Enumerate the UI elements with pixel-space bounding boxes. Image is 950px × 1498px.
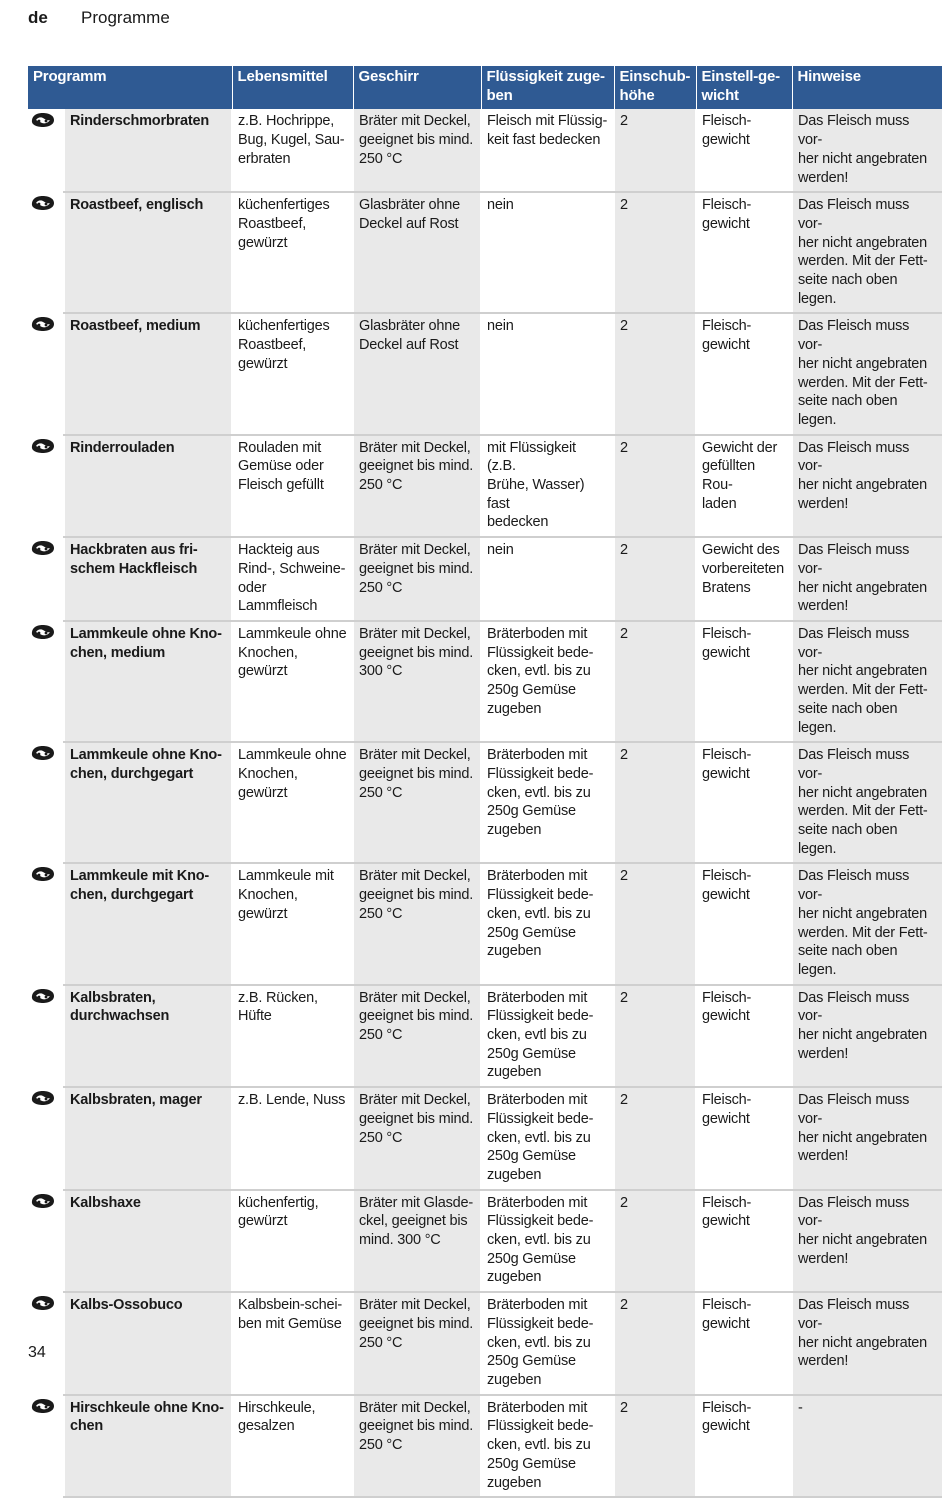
icon-cell xyxy=(28,1190,64,1293)
shelf-level-cell: 2 xyxy=(614,1292,696,1395)
shelf-level-cell: 2 xyxy=(614,109,696,192)
weight-cell: Fleisch- gewicht xyxy=(696,192,792,313)
table-row xyxy=(28,537,942,621)
dish-cell: Bräter mit Glasde- ckel, geeignet bis mind. 300 °C xyxy=(353,1190,481,1293)
notes-cell: - xyxy=(792,1395,942,1498)
table-row xyxy=(28,621,942,742)
meat-program-icon xyxy=(30,1193,58,1211)
weight-cell: Fleisch- gewicht xyxy=(696,621,792,742)
liquid-cell: nein xyxy=(481,313,614,434)
liquid-cell: Fleisch mit Flüssig- keit fast bedecken xyxy=(481,109,614,192)
program-name: Lammkeule mit Kno- chen, durchgegart xyxy=(64,863,232,984)
shelf-level-cell: 2 xyxy=(614,435,696,538)
icon-cell xyxy=(28,192,64,313)
food-cell: küchenfertig, gewürzt xyxy=(232,1190,353,1293)
weight-cell: Fleisch- gewicht xyxy=(696,1190,792,1293)
meat-program-icon xyxy=(30,438,58,456)
program-name: Roastbeef, medium xyxy=(64,313,232,434)
icon-cell xyxy=(28,1087,64,1190)
meat-program-icon xyxy=(30,1398,58,1416)
language-code: de xyxy=(28,8,48,27)
dish-cell: Bräter mit Deckel, geeignet bis mind. 300 °C xyxy=(353,621,481,742)
food-cell: z.B. Lende, Nuss xyxy=(232,1087,353,1190)
program-name: Lammkeule ohne Kno- chen, medium xyxy=(64,621,232,742)
weight-cell: Fleisch- gewicht xyxy=(696,863,792,984)
meat-program-icon xyxy=(30,624,58,642)
section-title: Programme xyxy=(81,8,170,27)
meat-program-icon xyxy=(30,112,58,130)
notes-cell: Das Fleisch muss vor- her nicht angebraten werden! xyxy=(792,1292,942,1395)
page-number: 34 xyxy=(28,1344,46,1361)
icon-cell xyxy=(28,621,64,742)
weight-cell: Fleisch- gewicht xyxy=(696,742,792,863)
table-row xyxy=(28,435,942,538)
food-cell: Lammkeule mit Knochen, gewürzt xyxy=(232,863,353,984)
column-header-programm: Programm xyxy=(28,66,232,109)
shelf-level-cell: 2 xyxy=(614,1395,696,1498)
column-header-hinweise: Hinweise xyxy=(792,66,942,109)
dish-cell: Bräter mit Deckel, geeignet bis mind. 250 °C xyxy=(353,435,481,538)
dish-cell: Bräter mit Deckel, geeignet bis mind. 250 °C xyxy=(353,742,481,863)
program-name: Hackbraten aus fri- schem Hackfleisch xyxy=(64,537,232,621)
weight-cell: Gewicht der gefüllten Rou- laden xyxy=(696,435,792,538)
icon-cell xyxy=(28,1395,64,1498)
shelf-level-cell: 2 xyxy=(614,192,696,313)
table-row xyxy=(28,1395,942,1498)
food-cell: z.B. Rücken, Hüfte xyxy=(232,985,353,1088)
column-header-lebensmittel: Lebensmittel xyxy=(232,66,353,109)
food-cell: küchenfertiges Roastbeef, gewürzt xyxy=(232,192,353,313)
notes-cell: Das Fleisch muss vor- her nicht angebraten werden. Mit der Fett- seite nach oben legen. xyxy=(792,863,942,984)
liquid-cell: Bräterboden mit Flüssigkeit bede- cken, evtl. bis zu 250g Gemüse zugeben xyxy=(481,863,614,984)
program-name: Lammkeule ohne Kno- chen, durchgegart xyxy=(64,742,232,863)
icon-cell xyxy=(28,435,64,538)
liquid-cell: Bräterboden mit Flüssigkeit bede- cken, evtl. bis zu 250g Gemüse zugeben xyxy=(481,1087,614,1190)
dish-cell: Bräter mit Deckel, geeignet bis mind. 250 °C xyxy=(353,1292,481,1395)
food-cell: Lammkeule ohne Knochen, gewürzt xyxy=(232,742,353,863)
weight-cell: Fleisch- gewicht xyxy=(696,1395,792,1498)
page-header xyxy=(28,8,170,30)
table-row xyxy=(28,109,942,192)
meat-program-icon xyxy=(30,988,58,1006)
shelf-level-cell: 2 xyxy=(614,1190,696,1293)
food-cell: z.B. Hochrippe, Bug, Kugel, Sau- erbraten xyxy=(232,109,353,192)
food-cell: küchenfertiges Roastbeef, gewürzt xyxy=(232,313,353,434)
notes-cell: Das Fleisch muss vor- her nicht angebraten werden. Mit der Fett- seite nach oben legen. xyxy=(792,742,942,863)
dish-cell: Glasbräter ohne Deckel auf Rost xyxy=(353,192,481,313)
food-cell: Kalbsbein-schei- ben mit Gemüse xyxy=(232,1292,353,1395)
table-row xyxy=(28,985,942,1088)
program-table xyxy=(28,66,942,1498)
shelf-level-cell: 2 xyxy=(614,1087,696,1190)
program-name: Hirschkeule ohne Kno- chen xyxy=(64,1395,232,1498)
table-row xyxy=(28,192,942,313)
dish-cell: Bräter mit Deckel, geeignet bis mind. 250 °C xyxy=(353,863,481,984)
program-name: Kalbsbraten, mager xyxy=(64,1087,232,1190)
shelf-level-cell: 2 xyxy=(614,621,696,742)
dish-cell: Bräter mit Deckel, geeignet bis mind. 250 °C xyxy=(353,1087,481,1190)
icon-cell xyxy=(28,537,64,621)
icon-cell xyxy=(28,109,64,192)
notes-cell: Das Fleisch muss vor- her nicht angebraten werden. Mit der Fett- seite nach oben legen. xyxy=(792,192,942,313)
column-header-einschubhoehe: Einschub- höhe xyxy=(614,66,696,109)
column-header-einstellgewicht: Einstell-ge- wicht xyxy=(696,66,792,109)
meat-program-icon xyxy=(30,745,58,763)
notes-cell: Das Fleisch muss vor- her nicht angebraten werden! xyxy=(792,109,942,192)
weight-cell: Fleisch- gewicht xyxy=(696,1087,792,1190)
dish-cell: Bräter mit Deckel, geeignet bis mind. 250 °C xyxy=(353,109,481,192)
shelf-level-cell: 2 xyxy=(614,742,696,863)
dish-cell: Bräter mit Deckel, geeignet bis mind. 250 °C xyxy=(353,537,481,621)
food-cell: Hirschkeule, gesalzen xyxy=(232,1395,353,1498)
meat-program-icon xyxy=(30,1090,58,1108)
shelf-level-cell: 2 xyxy=(614,313,696,434)
liquid-cell: mit Flüssigkeit (z.B. Brühe, Wasser) fast bedecken xyxy=(481,435,614,538)
notes-cell: Das Fleisch muss vor- her nicht angebraten werden! xyxy=(792,1190,942,1293)
liquid-cell: nein xyxy=(481,537,614,621)
dish-cell: Glasbräter ohne Deckel auf Rost xyxy=(353,313,481,434)
liquid-cell: Bräterboden mit Flüssigkeit bede- cken, evtl bis zu 250g Gemüse zugeben xyxy=(481,985,614,1088)
column-header-geschirr: Geschirr xyxy=(353,66,481,109)
table-row xyxy=(28,1190,942,1293)
liquid-cell: Bräterboden mit Flüssigkeit bede- cken, evtl. bis zu 250g Gemüse zugeben xyxy=(481,621,614,742)
meat-program-icon xyxy=(30,316,58,334)
dish-cell: Bräter mit Deckel, geeignet bis mind. 250 °C xyxy=(353,985,481,1088)
program-name: Roastbeef, englisch xyxy=(64,192,232,313)
notes-cell: Das Fleisch muss vor- her nicht angebraten werden. Mit der Fett- seite nach oben legen. xyxy=(792,621,942,742)
table-row xyxy=(28,863,942,984)
liquid-cell: Bräterboden mit Flüssigkeit bede- cken, evtl. bis zu 250g Gemüse zugeben xyxy=(481,1292,614,1395)
liquid-cell: Bräterboden mit Flüssigkeit bede- cken, evtl. bis zu 250g Gemüse zugeben xyxy=(481,1395,614,1498)
liquid-cell: Bräterboden mit Flüssigkeit bede- cken, evtl. bis zu 250g Gemüse zugeben xyxy=(481,742,614,863)
food-cell: Lammkeule ohne Knochen, gewürzt xyxy=(232,621,353,742)
program-name: Kalbsbraten, durchwachsen xyxy=(64,985,232,1088)
notes-cell: Das Fleisch muss vor- her nicht angebraten werden! xyxy=(792,435,942,538)
program-name: Kalbs-Ossobuco xyxy=(64,1292,232,1395)
notes-cell: Das Fleisch muss vor- her nicht angebraten werden! xyxy=(792,985,942,1088)
table-row xyxy=(28,1087,942,1190)
weight-cell: Fleisch- gewicht xyxy=(696,109,792,192)
icon-cell xyxy=(28,313,64,434)
program-name: Rinderrouladen xyxy=(64,435,232,538)
weight-cell: Fleisch- gewicht xyxy=(696,313,792,434)
meat-program-icon xyxy=(30,540,58,558)
shelf-level-cell: 2 xyxy=(614,537,696,621)
shelf-level-cell: 2 xyxy=(614,985,696,1088)
dish-cell: Bräter mit Deckel, geeignet bis mind. 250 °C xyxy=(353,1395,481,1498)
liquid-cell: Bräterboden mit Flüssigkeit bede- cken, evtl. bis zu 250g Gemüse zugeben xyxy=(481,1190,614,1293)
table-row xyxy=(28,313,942,434)
icon-cell xyxy=(28,863,64,984)
shelf-level-cell: 2 xyxy=(614,863,696,984)
weight-cell: Fleisch- gewicht xyxy=(696,1292,792,1395)
food-cell: Rouladen mit Gemüse oder Fleisch gefüllt xyxy=(232,435,353,538)
weight-cell: Fleisch- gewicht xyxy=(696,985,792,1088)
notes-cell: Das Fleisch muss vor- her nicht angebraten werden. Mit der Fett- seite nach oben legen. xyxy=(792,313,942,434)
food-cell: Hackteig aus Rind-, Schweine- oder Lammfleisch xyxy=(232,537,353,621)
meat-program-icon xyxy=(30,1295,58,1313)
program-name: Rinderschmorbraten xyxy=(64,109,232,192)
program-name: Kalbshaxe xyxy=(64,1190,232,1293)
notes-cell: Das Fleisch muss vor- her nicht angebraten werden! xyxy=(792,1087,942,1190)
meat-program-icon xyxy=(30,195,58,213)
table-row xyxy=(28,742,942,863)
liquid-cell: nein xyxy=(481,192,614,313)
weight-cell: Gewicht des vorbereiteten Bratens xyxy=(696,537,792,621)
column-header-fluessigkeit: Flüssigkeit zuge- ben xyxy=(481,66,614,109)
table-row xyxy=(28,1292,942,1395)
meat-program-icon xyxy=(30,866,58,884)
icon-cell xyxy=(28,742,64,863)
notes-cell: Das Fleisch muss vor- her nicht angebraten werden! xyxy=(792,537,942,621)
table-header-row xyxy=(28,66,942,109)
icon-cell xyxy=(28,985,64,1088)
